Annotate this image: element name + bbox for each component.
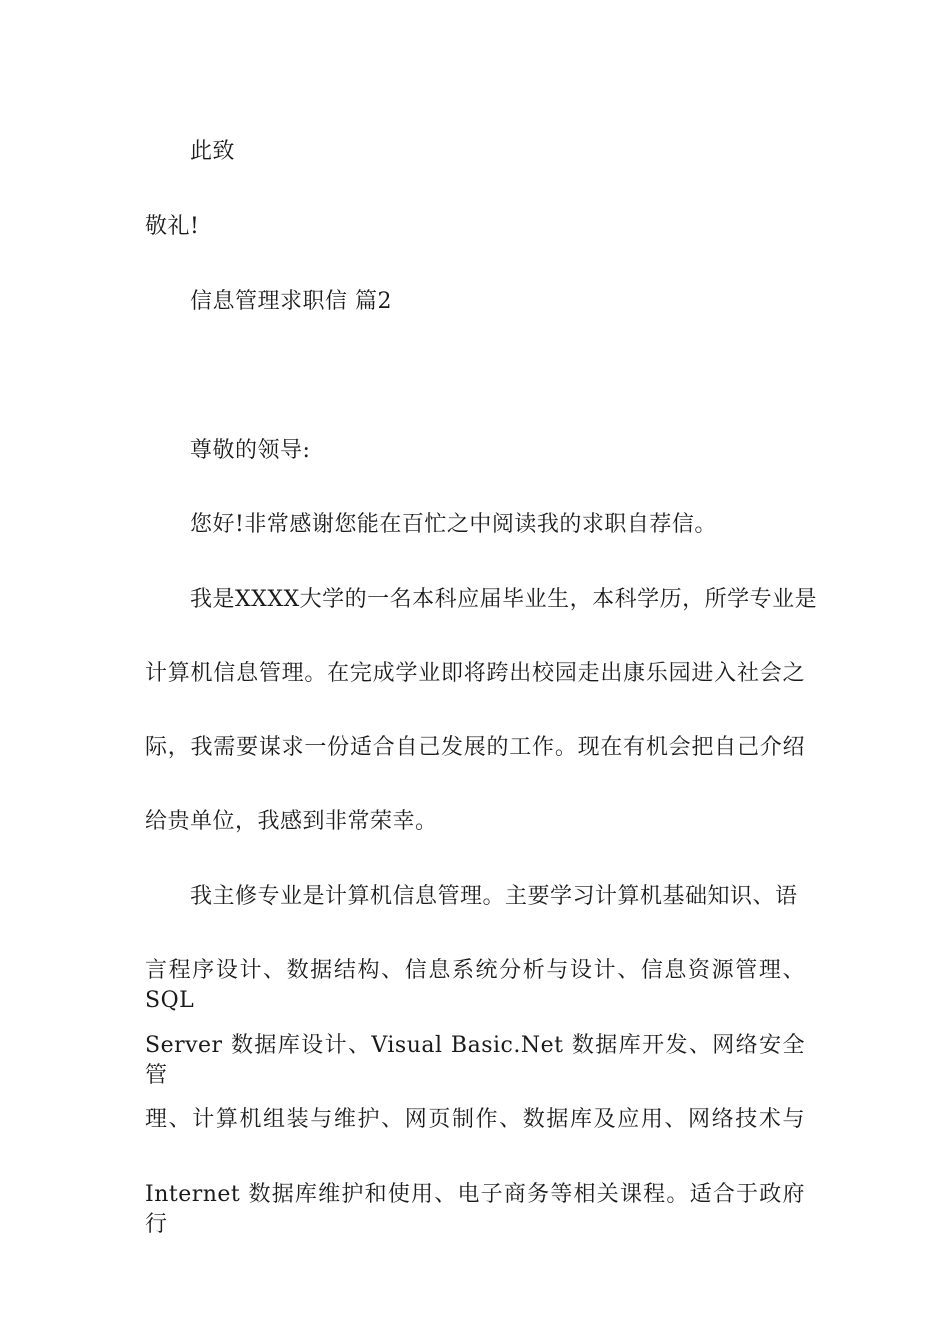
courses-line-1: 我主修专业是计算机信息管理。主要学习计算机基础知识、语: [190, 884, 798, 909]
intro-line-1: 我是XXXX大学的一名本科应届毕业生，本科学历，所学专业是: [190, 587, 818, 612]
intro-line-4: 给贵单位，我感到非常荣幸。: [145, 809, 438, 834]
opening-line: 您好!非常感谢您能在百忙之中阅读我的求职自荐信。: [190, 512, 717, 537]
intro-line-3: 际，我需要谋求一份适合自己发展的工作。现在有机会把自己介绍: [145, 735, 805, 760]
courses-line-4: 理、计算机组装与维护、网页制作、数据库及应用、网络技术与: [145, 1107, 805, 1132]
courses-line-2: 言程序设计、数据结构、信息系统分析与设计、信息资源管理、SQL: [145, 958, 805, 1013]
closing-line: 此致: [190, 139, 236, 164]
courses-line-3: Server 数据库设计、Visual Basic.Net 数据库开发、网络安全管: [145, 1033, 805, 1088]
intro-line-2: 计算机信息管理。在完成学业即将跨出校园走出康乐园进入社会之: [145, 661, 805, 686]
greeting-line: 尊敬的领导:: [190, 438, 311, 463]
salute-line: 敬礼!: [145, 214, 200, 239]
section-heading: 信息管理求职信 篇2: [190, 289, 392, 314]
courses-line-5: Internet 数据库维护和使用、电子商务等相关课程。适合于政府行: [145, 1182, 805, 1237]
